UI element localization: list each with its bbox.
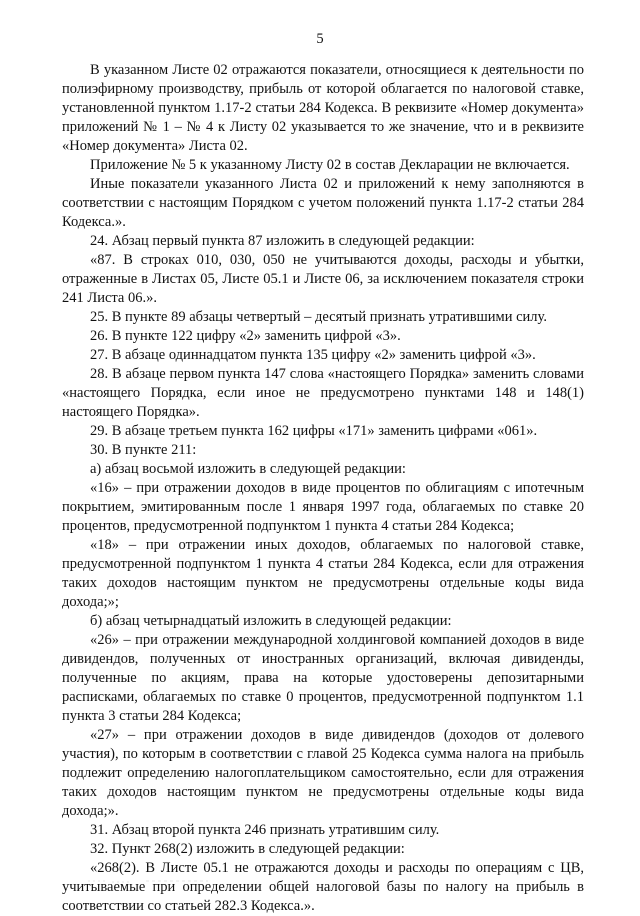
page-number: 5 xyxy=(316,31,324,47)
paragraph: а) абзац восьмой изложить в следующей редакции: xyxy=(90,461,406,477)
paragraph: 29. В абзаце третьем пункта 162 цифры «171» заменить цифрами «061». xyxy=(90,423,538,439)
paragraph: Приложение № 5 к указанному Листу 02 в состав Декларации не включается. xyxy=(90,157,570,173)
paragraph: «26» – при отражении международной холдинговой компанией доходов в виде дивидендов, полученных от иностранных организаций, включая дивиденды, полученные по акциям, права на которые удостоверены депозитарными расписками, облагаемых по ставке 0 процентов, предусмотренной подпунктом 1.1 пункта 3 статьи 284 Кодекса; xyxy=(62,632,584,724)
paragraph: «18» – при отражении иных доходов, облагаемых по налоговой ставке, предусмотренной подпунктом 1 пункта 4 статьи 284 Кодекса, если для отражения таких доходов настоящим пунктом не предусмотрены отдельные коды вида дохода;»; xyxy=(62,537,584,610)
paragraph: «268(2). В Листе 05.1 не отражаются доходы и расходы по операциям с ЦВ, учитываемые при определении общей налоговой базы по налогу на прибыль в соответствии со статьей 282.3 Кодекса.». xyxy=(62,860,584,914)
paragraph: 27. В абзаце одиннадцатом пункта 135 цифру «2» заменить цифрой «3». xyxy=(90,347,536,363)
paragraph: «27» – при отражении доходов в виде дивидендов (доходов от долевого участия), по которым в соответствии с главой 25 Кодекса сумма налога на прибыль подлежит определению налогоплательщиком самостоятельно, если для отражения таких доходов настоящим пунктом не предусмотрены отдельные коды вида дохода;». xyxy=(62,727,584,819)
paragraph: 26. В пункте 122 цифру «2» заменить цифрой «3». xyxy=(90,328,401,344)
paragraph: В указанном Листе 02 отражаются показатели, относящиеся к деятельности по полиэфирному производству, прибыль от которой облагается по налоговой ставке, установленной пунктом 1.17-2 статьи 284 Кодекса. В реквизите «Номер документа» приложений № 1 – № 4 к Листу 02 указывается то же значение, что и в реквизите «Номер документа» Листа 02. xyxy=(62,62,584,154)
paragraph: 25. В пункте 89 абзацы четвертый – десятый признать утратившими силу. xyxy=(90,309,547,325)
paragraph: б) абзац четырнадцатый изложить в следующей редакции: xyxy=(90,613,452,629)
faint-scan-mark xyxy=(88,875,218,887)
paragraph: 24. Абзац первый пункта 87 изложить в следующей редакции: xyxy=(90,233,475,249)
paragraph: «16» – при отражении доходов в виде процентов по облигациям с ипотечным покрытием, эмитированным после 1 января 1997 года, облагаемых по ставке 20 процентов, предусмотренной подпунктом 1 пункта 4 статьи 284 Кодекса; xyxy=(62,480,584,534)
paragraph: 28. В абзаце первом пункта 147 слова «настоящего Порядка» заменить словами «настоящего Порядка, если иное не предусмотрено пунктами 148 и 148(1) настоящего Порядка». xyxy=(62,366,584,420)
paragraph: 32. Пункт 268(2) изложить в следующей редакции: xyxy=(90,841,405,857)
paragraph: «87. В строках 010, 030, 050 не учитываются доходы, расходы и убытки, отраженные в Листах 05, Листе 05.1 и Листе 06, за исключением показателя строки 241 Листа 06.». xyxy=(62,252,584,306)
paragraph: Иные показатели указанного Листа 02 и приложений к нему заполняются в соответствии с настоящим Порядком с учетом положений пункта 1.17-2 статьи 284 Кодекса.». xyxy=(62,176,584,230)
paragraph: 31. Абзац второй пункта 246 признать утратившим силу. xyxy=(90,822,440,838)
document-body xyxy=(62,61,584,916)
paragraph: 30. В пункте 211: xyxy=(90,442,197,458)
